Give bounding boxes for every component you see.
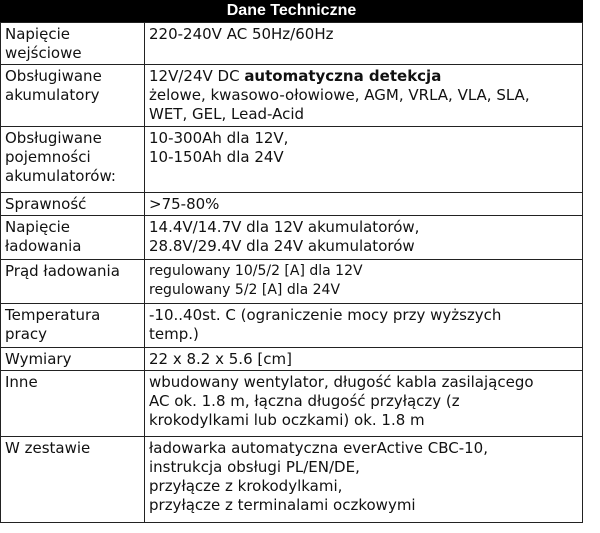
row-value: regulowany 10/5/2 [A] dla 12V regulowany 5/2 [A] dla 24V — [145, 260, 583, 304]
row-value: 10-300Ah dla 12V, 10-150Ah dla 24V — [145, 127, 583, 193]
row-value: 12V/24V DC automatyczna detekcja żelowe, kwasowo-ołowiowe, AGM, VRLA, VLA, SLA, WET, GEL, Lead-Acid — [145, 65, 583, 127]
row-value: 220-240V AC 50Hz/60Hz — [145, 23, 583, 65]
table-row — [1, 65, 583, 127]
table-row — [1, 23, 583, 65]
bold-highlight: automatyczna detekcja — [244, 67, 442, 85]
row-label: Temperatura pracy — [1, 304, 145, 348]
spec-table — [0, 22, 583, 523]
table-row — [1, 437, 583, 523]
row-label: W zestawie — [1, 437, 145, 523]
row-label: Inne — [1, 371, 145, 437]
row-value: wbudowany wentylator, długość kabla zasilającego AC ok. 1.8 m, łączna długość przyłączy (z krokodylkami lub oczkami) ok. 1.8 m — [145, 371, 583, 437]
row-label: Napięcie ładowania — [1, 216, 145, 260]
row-label: Napięcie wejściowe — [1, 23, 145, 65]
row-value: -10..40st. C (ograniczenie mocy przy wyższych temp.) — [145, 304, 583, 348]
table-row — [1, 348, 583, 371]
table-row — [1, 260, 583, 304]
table-row — [1, 371, 583, 437]
row-value: ładowarka automatyczna everActive CBC-10, instrukcja obsługi PL/EN/DE, przyłącze z krokodylkami, przyłącze z terminalami oczkowymi — [145, 437, 583, 523]
row-label: Obsługiwane akumulatory — [1, 65, 145, 127]
row-value: 22 x 8.2 x 5.6 [cm] — [145, 348, 583, 371]
table-row — [1, 127, 583, 193]
row-label: Wymiary — [1, 348, 145, 371]
row-label: Prąd ładowania — [1, 260, 145, 304]
table-row — [1, 304, 583, 348]
row-value: 14.4V/14.7V dla 12V akumulatorów, 28.8V/29.4V dla 24V akumulatorów — [145, 216, 583, 260]
row-value: >75-80% — [145, 193, 583, 216]
row-label: Sprawność — [1, 193, 145, 216]
spec-title: Dane Techniczne — [0, 0, 583, 22]
table-row — [1, 193, 583, 216]
table-row — [1, 216, 583, 260]
row-label: Obsługiwane pojemności akumulatorów: — [1, 127, 145, 193]
